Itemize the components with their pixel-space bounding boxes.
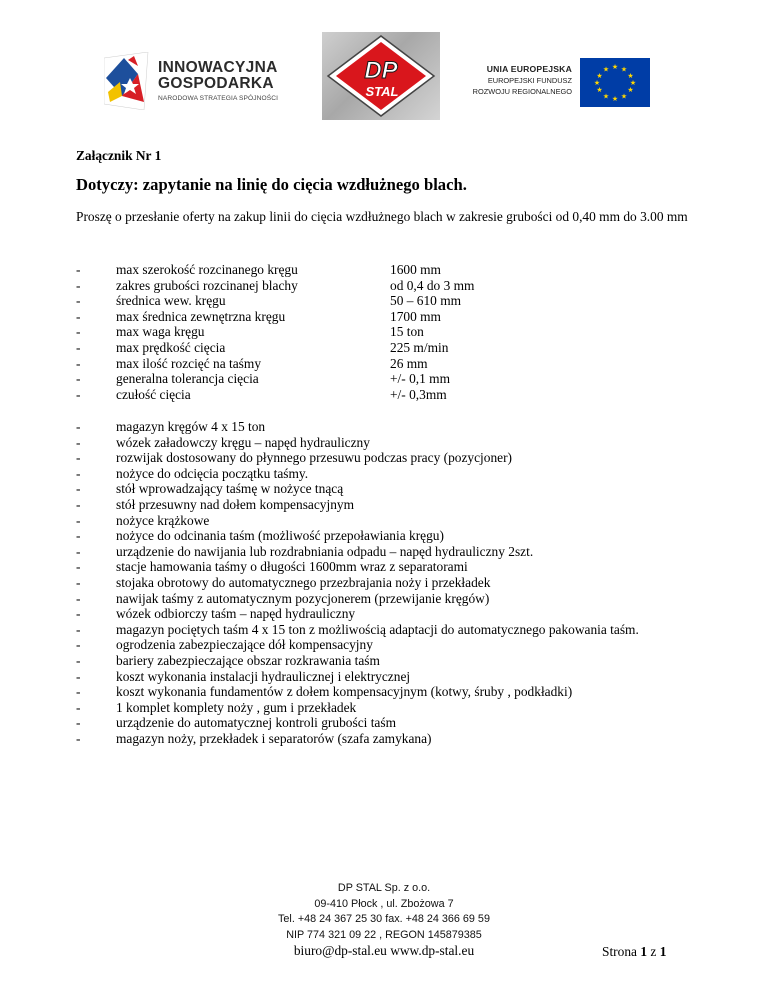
ig-logo-line2: GOSPODARKA	[158, 75, 274, 92]
param-row: - średnica wew. kręgu 50 – 610 mm	[76, 293, 462, 309]
param-value: +/- 0,1 mm	[390, 371, 450, 387]
svg-text:★: ★	[593, 79, 601, 87]
list-item: - nożyce krążkowe	[76, 512, 210, 528]
list-item: - nawijak taśmy z automatycznym pozycjonerem (przewijanie kręgów)	[76, 590, 490, 606]
list-item: - stojaka obrotowy do automatycznego przezbrajania noży i przekładek	[76, 574, 491, 590]
param-label: max średnica zewnętrzna kręgu	[116, 308, 286, 324]
list-item: - 1 komplet komplety noży , gum i przekładek	[76, 699, 357, 715]
equipment-list	[76, 419, 716, 746]
svg-text:★: ★	[602, 65, 610, 74]
parameter-list	[76, 262, 716, 402]
param-row: - max ilość rozcięć na taśmy 26 mm	[76, 355, 428, 371]
ue-logo-line2: EUROPEJSKI FUNDUSZ	[487, 76, 572, 85]
param-value: 1700 mm	[390, 308, 441, 324]
list-item: - koszt wykonania fundamentów z dołem kompensacyjnym (kotwy, śruby , podkładki)	[76, 684, 573, 700]
intro-paragraph: Proszę o przesłanie oferty na zakup linii do cięcia wzdłużnego blach w zakresie grubości od 0,40 mm do 3.00 mm	[76, 209, 688, 224]
param-row: - generalna tolerancja cięcia +/- 0,1 mm	[76, 371, 450, 387]
list-item: - magazyn pociętych taśm 4 x 15 ton z możliwością adaptacji do automatycznego pakowania taśm.	[76, 621, 639, 637]
list-item: - bariery zabezpieczające obszar rozkrawania taśm	[76, 652, 380, 668]
param-label: max prędkość cięcia	[116, 339, 226, 355]
svg-text:★: ★	[611, 95, 619, 103]
list-item: - stół wprowadzający taśmę w nożyce tnącą	[76, 481, 344, 497]
list-item: - rozwijak dostosowany do płynnego przesuwu podczas pracy (pozycjoner)	[76, 450, 513, 466]
ue-logo-line1: UNIA EUROPEJSKA	[486, 64, 572, 74]
svg-text:★: ★	[596, 86, 603, 94]
dp-logo-text2: STAL	[365, 84, 399, 99]
svg-text:★: ★	[627, 72, 634, 80]
param-value: 1600 mm	[390, 262, 441, 277]
list-item: - stół przesuwny nad dołem kompensacyjnym	[76, 496, 355, 512]
svg-text:★: ★	[620, 65, 628, 74]
footer-phone: Tel. +48 24 367 25 30 fax. +48 24 366 69 59	[278, 913, 490, 925]
param-label: max waga kręgu	[116, 324, 205, 340]
annex-title: Załącznik Nr 1	[76, 148, 162, 163]
param-row: - max prędkość cięcia 225 m/min	[76, 339, 449, 355]
param-value: 50 – 610 mm	[390, 293, 462, 309]
param-value: +/- 0,3mm	[390, 386, 447, 402]
list-item: - nożyce do odcinania taśm (możliwość przepoławiania kręgu)	[76, 528, 444, 544]
param-label: zakres grubości rozcinanej blachy	[116, 277, 298, 293]
list-item: - nożyce do odcięcia początku taśmy.	[76, 465, 309, 481]
subject-heading: Dotyczy: zapytanie na linię do cięcia wzdłużnego blach.	[76, 175, 467, 194]
list-item: - wózek załadowczy kręgu – napęd hydrauliczny	[76, 434, 370, 450]
dp-stal-logo	[322, 32, 440, 120]
unia-europejska-logo	[456, 58, 652, 110]
list-item: - magazyn noży, przekładek i separatorów (szafa zamykana)	[76, 730, 432, 746]
list-item: - magazyn kręgów 4 x 15 ton	[76, 419, 266, 434]
innowacyjna-gospodarka-logo	[104, 52, 304, 110]
param-label: max ilość rozcięć na taśmy	[116, 355, 262, 371]
param-row: - czułość cięcia +/- 0,3mm	[76, 386, 447, 402]
svg-text:★: ★	[620, 92, 628, 101]
param-value: 15 ton	[390, 324, 424, 340]
svg-text:★: ★	[602, 92, 610, 101]
param-value: 225 m/min	[390, 339, 449, 355]
page-header	[0, 0, 768, 120]
svg-text:★: ★	[596, 72, 603, 80]
param-row: - zakres grubości rozcinanej blachy od 0,4 do 3 mm	[76, 277, 475, 293]
list-item: - ogrodzenia zabezpieczające dół kompensacyjny	[76, 637, 373, 653]
ig-logo-line3: NARODOWA STRATEGIA SPÓJNOŚCI	[158, 95, 279, 102]
param-row: - max szerokość rozcinanego kręgu 1600 mm	[76, 262, 441, 277]
dp-logo-text1: DP	[364, 57, 398, 84]
svg-text:★: ★	[611, 63, 619, 71]
footer-tax-ids: NIP 774 321 09 22 , REGON 145879385	[286, 928, 482, 941]
page-number: Strona 1 z 1	[602, 944, 667, 959]
param-row: - max średnica zewnętrzna kręgu 1700 mm	[76, 308, 441, 324]
list-item: - urządzenie do automatycznej kontroli grubości taśm	[76, 715, 396, 731]
footer-company-name: DP STAL Sp. z o.o.	[337, 882, 431, 894]
list-item: - wózek odbiorczy taśm – napęd hydrauliczny	[76, 606, 356, 622]
param-value: od 0,4 do 3 mm	[390, 277, 475, 293]
dp-stal-emblem-icon	[322, 32, 440, 120]
svg-text:★: ★	[629, 79, 637, 87]
param-label: czułość cięcia	[116, 386, 191, 402]
company-footer	[0, 881, 768, 943]
param-label: średnica wew. kręgu	[116, 293, 226, 309]
param-label: max szerokość rozcinanego kręgu	[116, 262, 298, 277]
svg-text:★: ★	[627, 86, 634, 94]
ig-emblem-icon	[104, 52, 154, 110]
param-value: 26 mm	[390, 355, 428, 371]
footer-address: 09-410 Płock , ul. Zbożowa 7	[314, 897, 454, 910]
ig-logo-line1: INNOWACYJNA	[158, 59, 278, 76]
list-item: - urządzenie do nawijania lub rozdrabniania odpadu – napęd hydrauliczny 2szt.	[76, 543, 534, 559]
param-label: generalna tolerancja cięcia	[116, 371, 259, 387]
footer-contact: biuro@dp-stal.eu www.dp-stal.eu	[293, 943, 475, 958]
ue-logo-line3: ROZWOJU REGIONALNEGO	[472, 87, 572, 96]
eu-flag-icon	[580, 58, 650, 107]
list-item: - koszt wykonania instalacji hydraulicznej i elektrycznej	[76, 668, 411, 684]
list-item: - stacje hamowania taśmy o długości 1600mm wraz z separatorami	[76, 559, 468, 575]
param-row: - max waga kręgu 15 ton	[76, 324, 424, 340]
